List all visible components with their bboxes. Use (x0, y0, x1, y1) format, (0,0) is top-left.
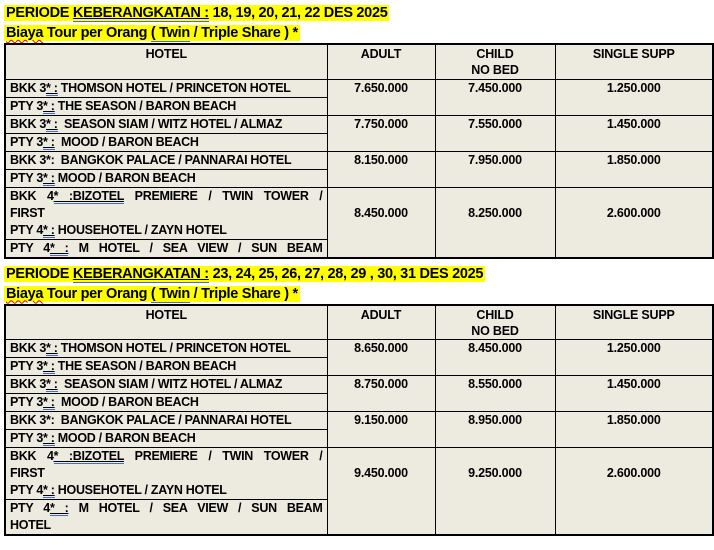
underlined-token: * :BIZOTEL (53, 188, 124, 203)
price-child-no-bed: 8.250.000 (435, 187, 555, 258)
hotel-group-top-row (5, 340, 713, 358)
hotel-group-top-row (5, 151, 713, 169)
underlined-token: * : (46, 116, 58, 131)
hotel-line (10, 152, 323, 169)
hotel-cell (5, 448, 327, 500)
price-single-supp: 2.600.000 (555, 187, 713, 258)
text-run: THE SEASON / BARON BEACH (54, 98, 237, 113)
text-run: THOMSON HOTEL / PRINCETON HOTEL (57, 341, 291, 355)
text-run: PTY 3 (10, 98, 44, 113)
text-run: THOMSON HOTEL / PRINCETON HOTEL (57, 80, 291, 95)
text-run: M HOTEL / SEA VIEW / SUN BEAM (68, 501, 323, 515)
text-run: M HOTEL / SEA VIEW / SUN BEAM (68, 240, 323, 255)
text-run: PREMIERE / TWIN TOWER / (123, 449, 323, 463)
period-title-dates: 18, 19, 20, 21, 22 DES 2025 (208, 5, 388, 21)
header-row (5, 44, 713, 79)
subtitle (4, 23, 711, 43)
underlined-token: * : (43, 359, 55, 373)
subtitle-mid: Tour per Orang (43, 285, 151, 302)
hotel-cell (5, 340, 327, 358)
period-title-highlight (4, 266, 485, 282)
hotel-group-top-row (5, 376, 713, 394)
header-single-supp: SINGLE SUPP (555, 44, 713, 79)
underlined-token: * : (46, 80, 58, 95)
hotel-line (10, 394, 323, 411)
hotel-cell (5, 151, 327, 169)
price-single-supp: 1.250.000 (555, 340, 713, 376)
subtitle-underlined: ( Twin (150, 285, 190, 302)
text-run: PTY 3 (10, 395, 44, 409)
price-child-no-bed: 8.950.000 (435, 412, 555, 448)
hotel-cell (5, 376, 327, 394)
underlined-token: * : (43, 98, 55, 113)
text-run: HOTEL (10, 518, 51, 532)
subtitle-word-biaya: Biaya (6, 285, 44, 302)
underlined-token: * : (43, 483, 55, 497)
hotel-line (10, 222, 323, 239)
text-run: FIRST (10, 205, 45, 220)
text-run: PTY 4 (10, 222, 44, 237)
hotel-line (10, 376, 323, 393)
price-child-no-bed: 8.450.000 (435, 340, 555, 376)
header-child-line2: NO BED (471, 323, 519, 338)
hotel-line (10, 517, 323, 534)
text-run: MOOD / BARON BEACH (54, 170, 196, 185)
header-hotel: HOTEL (5, 305, 327, 340)
hotel-cell (5, 500, 327, 536)
hotel-line (10, 134, 323, 151)
subtitle-rest: / Triple Share ) * (189, 25, 298, 41)
hotel-line (10, 98, 323, 115)
text-run: PTY 4 (10, 240, 50, 255)
text-run: PTY 3 (10, 170, 44, 185)
header-hotel: HOTEL (5, 44, 327, 79)
period-title-prefix: PERIODE (6, 265, 73, 282)
period-section-1 (4, 3, 711, 259)
price-child-no-bed: 7.450.000 (435, 79, 555, 115)
subtitle-rest: / Triple Share ) * (189, 285, 298, 302)
subtitle-mid: Tour per Orang (43, 25, 151, 41)
underlined-token: * : (43, 134, 55, 149)
price-child-no-bed: 8.550.000 (435, 376, 555, 412)
price-single-supp: 1.450.000 (555, 376, 713, 412)
price-child-no-bed: 7.950.000 (435, 151, 555, 187)
subtitle-highlight (4, 286, 300, 302)
price-adult: 8.450.000 (327, 187, 435, 258)
text-run: BKK 3 (10, 116, 47, 131)
hotel-line (10, 482, 323, 499)
period-section-2 (4, 264, 711, 537)
text-run: THE SEASON / BARON BEACH (54, 359, 237, 373)
hotel-line (10, 412, 323, 429)
underlined-token: * : (49, 501, 69, 515)
hotel-line (10, 465, 323, 482)
period-title-dates: 23, 24, 25, 26, 27, 28, 29 , 30, 31 DES 2025 (208, 265, 484, 282)
text-run: PTY 3 (10, 134, 44, 149)
hotel-cell (5, 133, 327, 151)
hotel-line (10, 358, 323, 375)
hotel-line (10, 170, 323, 187)
price-single-supp: 1.850.000 (555, 151, 713, 187)
hotel-line (10, 340, 323, 357)
header-row (5, 305, 713, 340)
price-adult: 8.750.000 (327, 376, 435, 412)
header-adult: ADULT (327, 44, 435, 79)
header-adult: ADULT (327, 305, 435, 340)
text-run: HOUSEHOTEL / ZAYN HOTEL (54, 222, 227, 237)
price-adult: 8.150.000 (327, 151, 435, 187)
text-run: FIRST (10, 466, 45, 480)
subtitle-underlined: ( Twin (150, 25, 190, 41)
header-child-line1: CHILD (476, 307, 514, 322)
hotel-group-top-row (5, 412, 713, 430)
underlined-token: * : (43, 395, 55, 409)
hotel-cell (5, 430, 327, 448)
underlined-token: * : (43, 222, 55, 237)
price-table-2 (4, 304, 714, 537)
hotel-cell (5, 187, 327, 239)
subtitle-highlight (4, 25, 300, 41)
header-child (435, 44, 555, 79)
hotel-cell (5, 239, 327, 258)
header-child-line1: CHILD (476, 47, 514, 61)
text-run: BKK 4 (10, 449, 54, 463)
price-table-1 (4, 43, 714, 259)
period-title-highlight (4, 5, 389, 21)
hotel-line (10, 80, 323, 97)
price-adult: 9.450.000 (327, 448, 435, 536)
hotel-group-top-row (5, 187, 713, 239)
hotel-group-top-row (5, 448, 713, 500)
hotel-cell (5, 412, 327, 430)
price-single-supp: 2.600.000 (555, 448, 713, 536)
underlined-token: * : (43, 170, 55, 185)
period-title-underlined: KEBERANGKATAN : (72, 265, 209, 282)
header-child (435, 305, 555, 340)
text-run: SEASON SIAM / WITZ HOTEL / ALMAZ (57, 116, 283, 131)
period-title (4, 264, 711, 284)
hotel-cell (5, 115, 327, 133)
hotel-cell (5, 358, 327, 376)
hotel-group-top-row (5, 79, 713, 97)
hotel-line (10, 188, 323, 205)
price-single-supp: 1.850.000 (555, 412, 713, 448)
text-run: HOUSEHOTEL / ZAYN HOTEL (54, 483, 227, 497)
hotel-line (10, 205, 323, 222)
text-run: BKK 3*: BANGKOK PALACE / PANNARAI HOTEL (10, 413, 292, 427)
text-run: MOOD / BARON BEACH (54, 431, 196, 445)
hotel-line (10, 430, 323, 447)
underlined-token: * : (46, 377, 58, 391)
text-run: PREMIERE / TWIN TOWER / (123, 188, 323, 203)
text-run: PTY 4 (10, 483, 44, 497)
price-child-no-bed: 9.250.000 (435, 448, 555, 536)
price-single-supp: 1.250.000 (555, 79, 713, 115)
text-run: MOOD / BARON BEACH (54, 134, 199, 149)
text-run: BKK 3 (10, 341, 47, 355)
text-run: SEASON SIAM / WITZ HOTEL / ALMAZ (57, 377, 283, 391)
hotel-line (10, 116, 323, 133)
price-child-no-bed: 7.550.000 (435, 115, 555, 151)
subtitle-word-biaya: Biaya (6, 25, 44, 41)
text-run: BKK 3 (10, 80, 47, 95)
hotel-cell (5, 97, 327, 115)
price-adult: 9.150.000 (327, 412, 435, 448)
price-adult: 7.750.000 (327, 115, 435, 151)
text-run: BKK 3*: BANGKOK PALACE / PANNARAI HOTEL (10, 152, 292, 167)
price-single-supp: 1.450.000 (555, 115, 713, 151)
period-title-underlined: KEBERANGKATAN : (72, 5, 209, 21)
underlined-token: * : (49, 240, 69, 255)
text-run: MOOD / BARON BEACH (54, 395, 199, 409)
hotel-line (10, 448, 323, 465)
period-title-prefix: PERIODE (6, 5, 73, 21)
underlined-token: * :BIZOTEL (53, 449, 124, 463)
subtitle (4, 284, 711, 304)
underlined-token: * : (43, 431, 55, 445)
header-child-line2: NO BED (471, 63, 519, 77)
hotel-cell (5, 79, 327, 97)
hotel-cell (5, 169, 327, 187)
header-single-supp: SINGLE SUPP (555, 305, 713, 340)
hotel-line (10, 500, 323, 517)
hotel-group-top-row (5, 115, 713, 133)
price-adult: 7.650.000 (327, 79, 435, 115)
text-run: BKK 3 (10, 377, 47, 391)
text-run: BKK 4 (10, 188, 54, 203)
hotel-line (10, 240, 323, 257)
price-adult: 8.650.000 (327, 340, 435, 376)
hotel-cell (5, 394, 327, 412)
underlined-token: * : (46, 341, 58, 355)
text-run: PTY 4 (10, 501, 50, 515)
period-title (4, 3, 711, 23)
text-run: PTY 3 (10, 359, 44, 373)
text-run: PTY 3 (10, 431, 44, 445)
